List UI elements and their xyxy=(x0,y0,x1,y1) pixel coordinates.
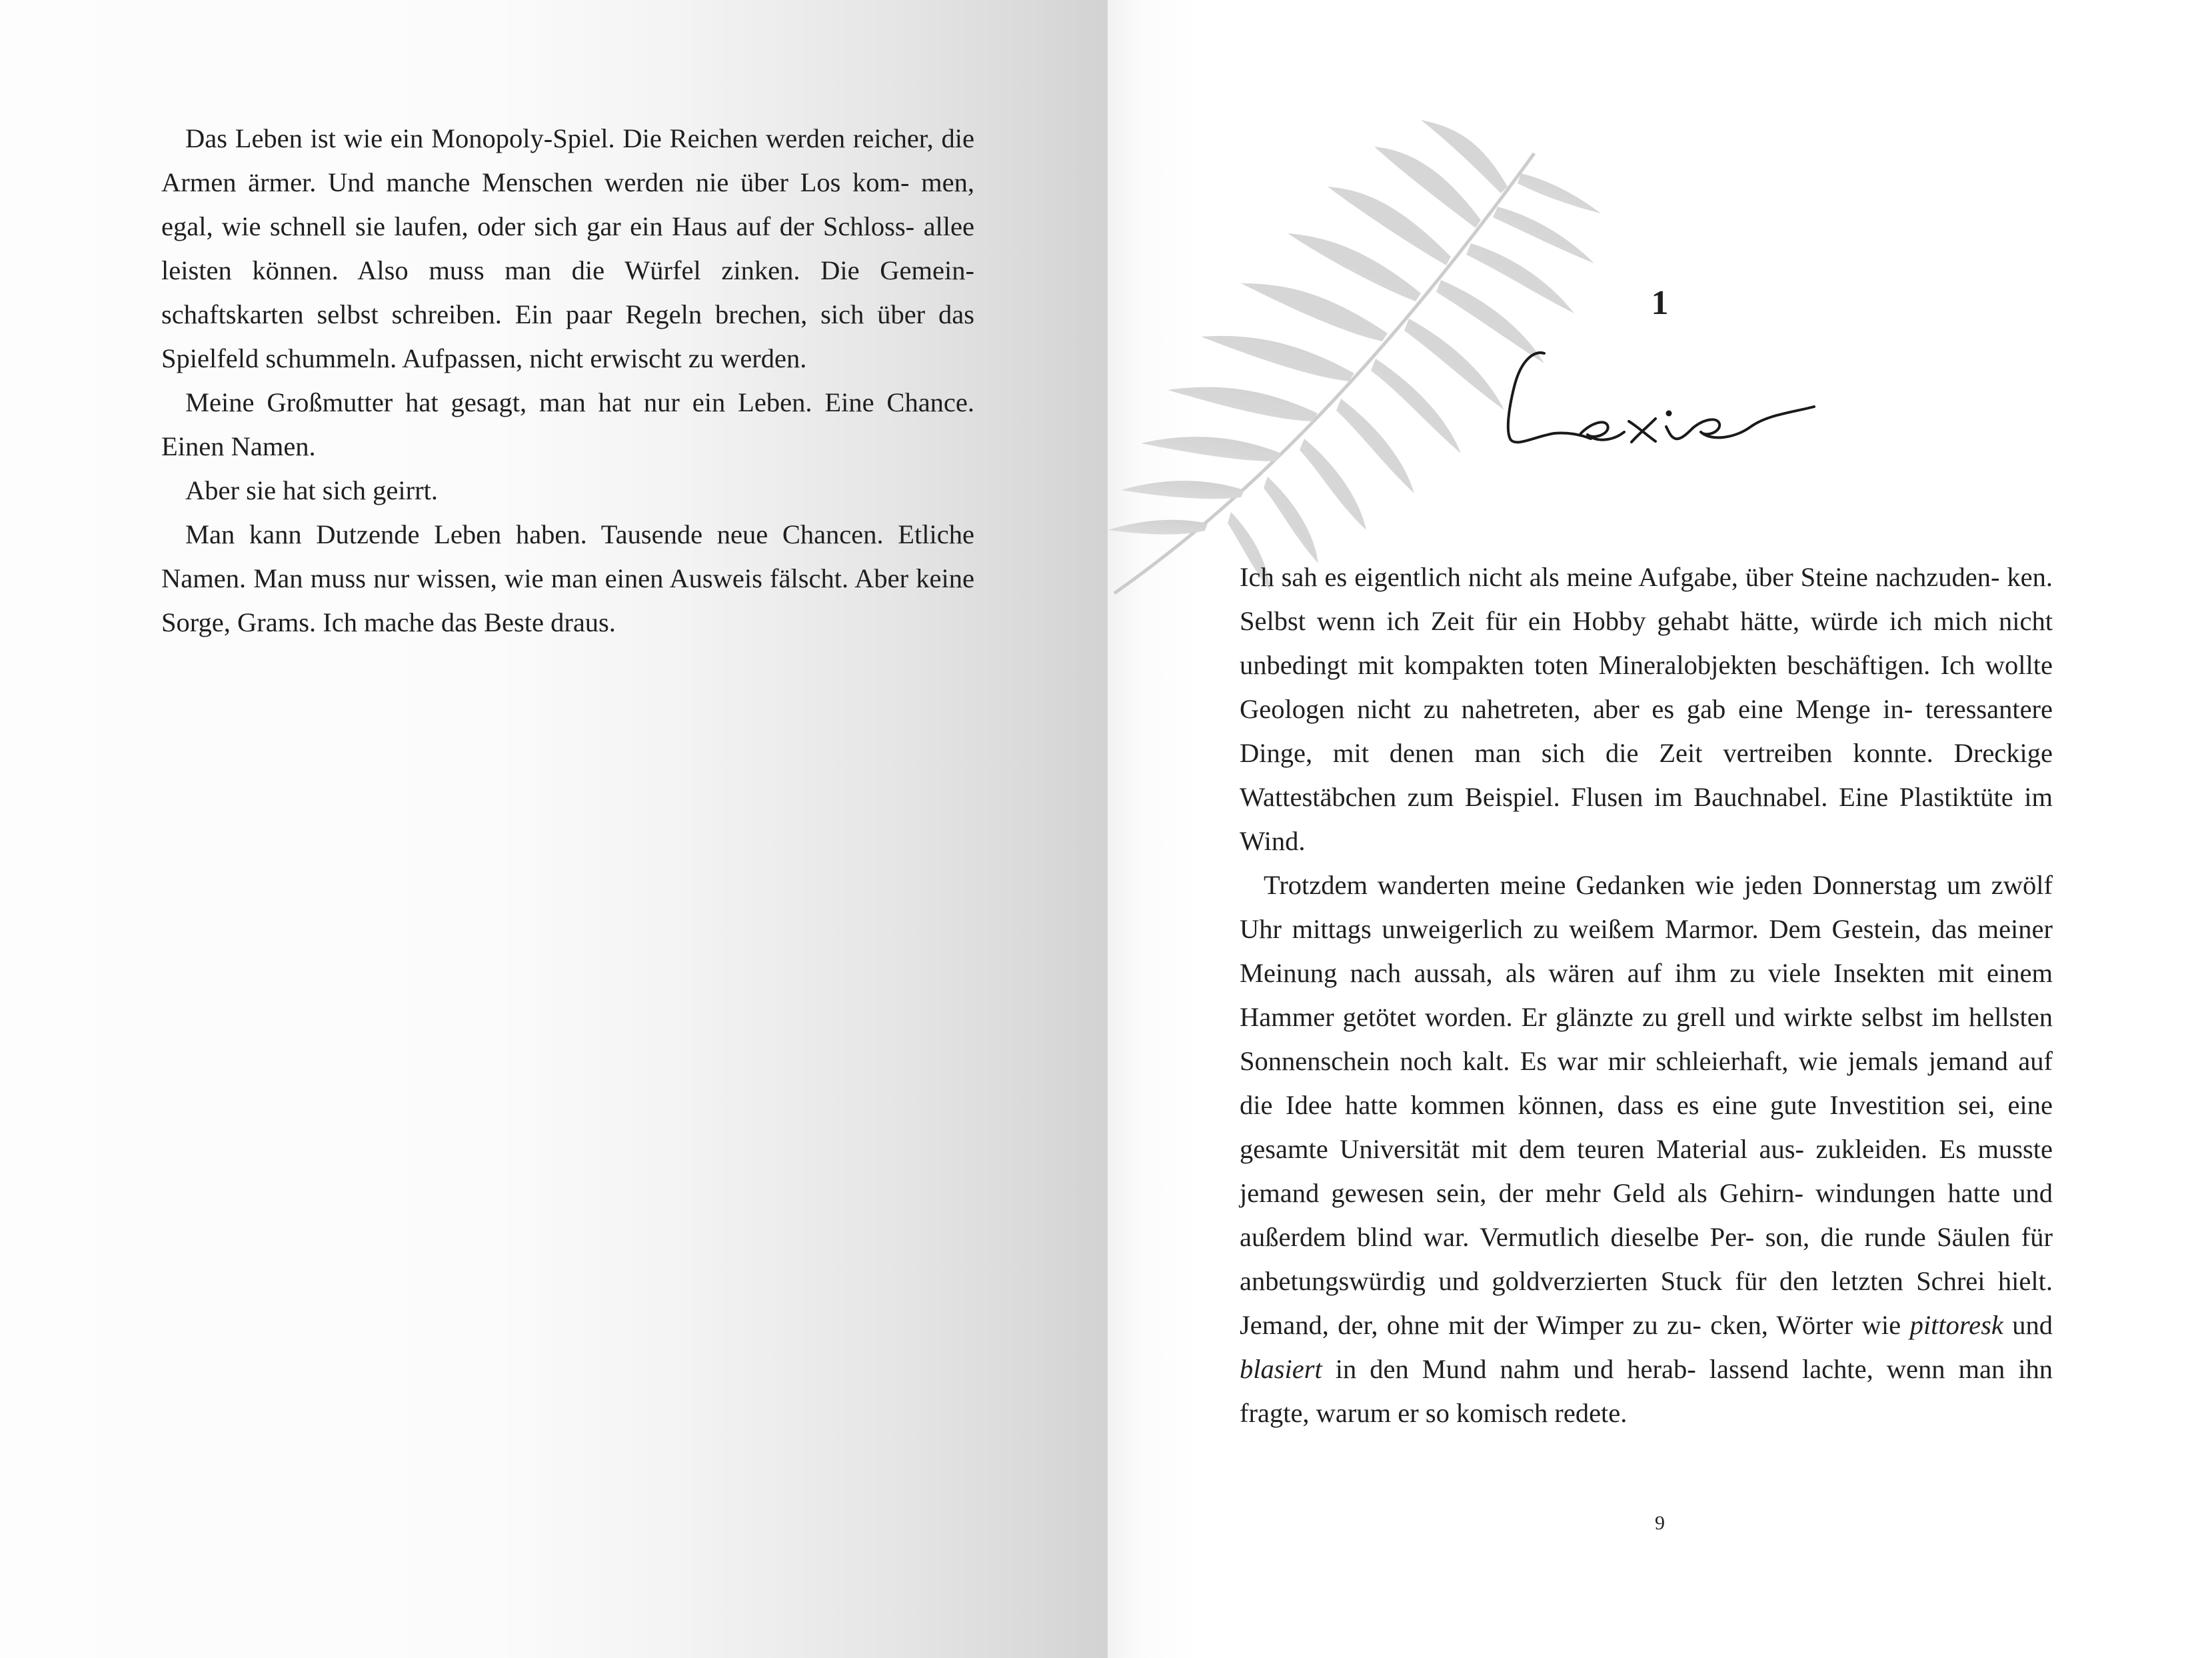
text-line: Einen Namen. xyxy=(161,431,316,461)
text-line: Investition sei, eine gesamte Universität mit dem teuren Material aus- xyxy=(1240,1090,2053,1164)
text-line: Meine Großmutter hat gesagt, man hat nur ein Leben. Eine Chance. xyxy=(185,387,974,417)
text-line: die Armen ärmer. Und manche Menschen werden nie über Los kom- xyxy=(161,123,975,197)
text-line: für den letzten Schrei hielt. Jemand, der, ohne mit der Wimper zu zu- xyxy=(1240,1266,2053,1340)
text-line: jemals jemand auf die Idee hatte kommen können, dass es eine gute xyxy=(1240,1046,2053,1120)
text-line: Ich wollte Geologen nicht zu nahetreten, aber es gab eine Menge in- xyxy=(1240,650,2053,724)
chapter-title-script xyxy=(1481,333,1881,460)
text-fragment: in den Mund nahm und herab- xyxy=(1322,1354,1696,1384)
chapter-title-lettering xyxy=(1481,333,1881,460)
text-line: Man kann Dutzende Leben haben. Tausende neue Chancen. Etliche xyxy=(185,519,974,549)
prologue-paragraph-2 xyxy=(161,381,974,469)
right-page xyxy=(1108,0,2212,1658)
text-line: Namen. Man muss nur wissen, wie man einen Ausweis fälscht. Aber xyxy=(161,563,909,593)
text-line: keine Sorge, Grams. Ich mache das Beste draus. xyxy=(161,563,975,637)
text-line: Ich sah es eigentlich nicht als meine Aufgabe, über Steine nachzuden- xyxy=(1240,562,2000,592)
text-line: men, egal, wie schnell sie laufen, oder sich gar ein Haus auf der Schloss- xyxy=(161,167,974,241)
text-line: zwölf Uhr mittags unweigerlich zu weißem Marmor. Dem Gestein, xyxy=(1240,870,2053,944)
prologue-paragraph-1 xyxy=(161,117,974,381)
text-line: das meiner Meinung nach aussah, als wären auf ihm zu viele Insekten xyxy=(1240,914,2053,988)
text-line: windungen hatte und außerdem blind war. Vermutlich dieselbe Per- xyxy=(1240,1178,2053,1252)
text-fragment: cken, Wörter wie xyxy=(1710,1310,1910,1340)
text-line: Trotzdem wanderten meine Gedanken wie jeden Donnerstag um xyxy=(1264,870,1981,900)
text-line: nicht unbedingt mit kompakten toten Mineralobjekten beschäftigen. xyxy=(1240,606,2053,680)
text-line: mit einem Hammer getötet worden. Er glänzte zu grell und wirkte xyxy=(1240,958,2053,1032)
text-fragment: und xyxy=(2003,1310,2053,1340)
text-line: Dreckige Wattestäbchen zum Beispiel. Flusen im Bauchnabel. Eine xyxy=(1240,738,2053,812)
prologue-text xyxy=(161,117,974,645)
text-line: Aber sie hat sich geirrt. xyxy=(185,475,438,505)
text-line: Plastiktüte im Wind. xyxy=(1240,782,2053,856)
text-line: selbst im hellsten Sonnenschein noch kalt. Es war mir schleierhaft, wie xyxy=(1240,1002,2053,1076)
italic-word-pittoresk: pittoresk xyxy=(1909,1310,2003,1340)
chapter-body-text xyxy=(1240,555,2053,1435)
chapter-number: 1 xyxy=(1651,284,1669,322)
italic-word-blasiert: blasiert xyxy=(1240,1354,1322,1384)
text-line: Das Leben ist wie ein Monopoly-Spiel. Die Reichen werden reicher, xyxy=(185,123,934,153)
text-line: allee leisten können. Also muss man die Würfel zinken. Die Gemein- xyxy=(161,211,975,285)
text-line: zukleiden. Es musste jemand gewesen sein, der mehr Geld als Gehirn- xyxy=(1240,1134,2053,1208)
page-number: 9 xyxy=(1655,1512,1665,1534)
prologue-paragraph-3 xyxy=(161,469,974,513)
text-line: lassend lachte, wenn man ihn fragte, warum er so komisch redete. xyxy=(1240,1354,2053,1428)
text-line: ken. Selbst wenn ich Zeit für ein Hobby gehabt hätte, würde ich mich xyxy=(1240,562,2053,636)
text-line: son, die runde Säulen für anbetungswürdig und goldverzierten Stuck xyxy=(1240,1222,2053,1296)
prologue-paragraph-4 xyxy=(161,513,974,645)
chapter-paragraph-2 xyxy=(1240,863,2053,1435)
text-line: Spielfeld schummeln. Aufpassen, nicht erwischt zu werden. xyxy=(161,343,807,373)
text-line: schaftskarten selbst schreiben. Ein paar Regeln brechen, sich über das xyxy=(161,299,974,329)
text-line: teressantere Dinge, mit denen man sich die Zeit vertreiben konnte. xyxy=(1240,694,2053,768)
chapter-paragraph-1 xyxy=(1240,555,2053,863)
